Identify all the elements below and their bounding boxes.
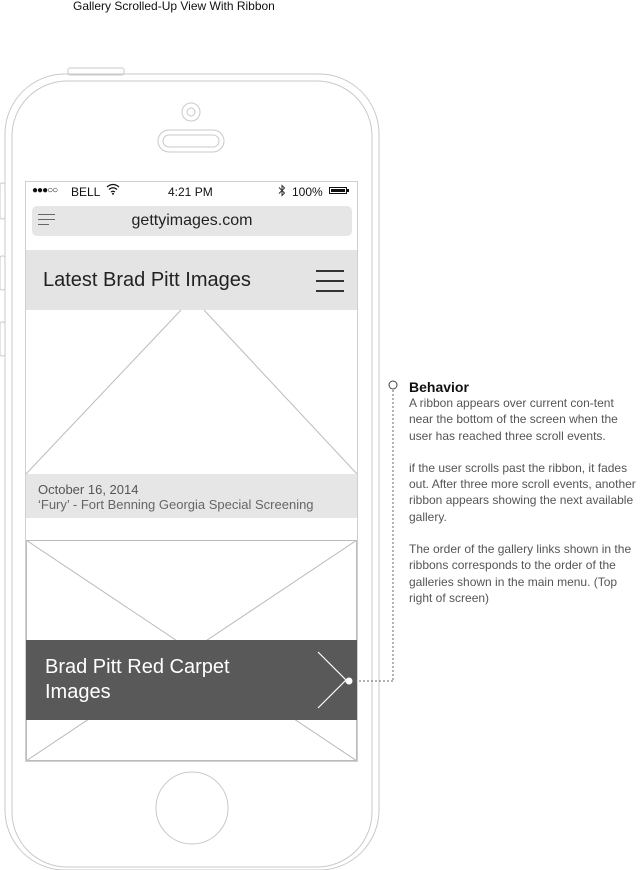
url-text[interactable]: gettyimages.com xyxy=(131,212,253,229)
image-description: ‘Fury’ - Fort Benning Georgia Special Screening xyxy=(38,497,314,512)
ribbon-label[interactable]: Brad Pitt Red Carpet Images xyxy=(45,656,230,703)
gallery-title: Latest Brad Pitt Images xyxy=(43,269,251,291)
annotation-paragraph: A ribbon appears over current con-tent near the bottom of the screen when the user has reached three scroll events. xyxy=(409,396,618,443)
image-date: October 16, 2014 xyxy=(38,482,139,497)
behavior-annotation xyxy=(409,379,639,622)
carrier-name: BELL xyxy=(71,185,101,199)
annotation-paragraph: if the user scrolls past the ribbon, it fades out. After three more scroll events, another ribbon appears showing the next available gallery. xyxy=(409,460,636,524)
page-title: Gallery Scrolled-Up View With Ribbon xyxy=(73,0,275,13)
annotation-paragraph: The order of the gallery links shown in the ribbons corresponds to the order of the galleries shown in the main menu. (Top right of screen) xyxy=(409,542,632,605)
battery-percent: 100% xyxy=(292,185,323,199)
annotation-heading: Behavior xyxy=(409,379,469,395)
signal-strength: ●●●○○ xyxy=(32,185,58,196)
status-time: 4:21 PM xyxy=(168,185,213,199)
